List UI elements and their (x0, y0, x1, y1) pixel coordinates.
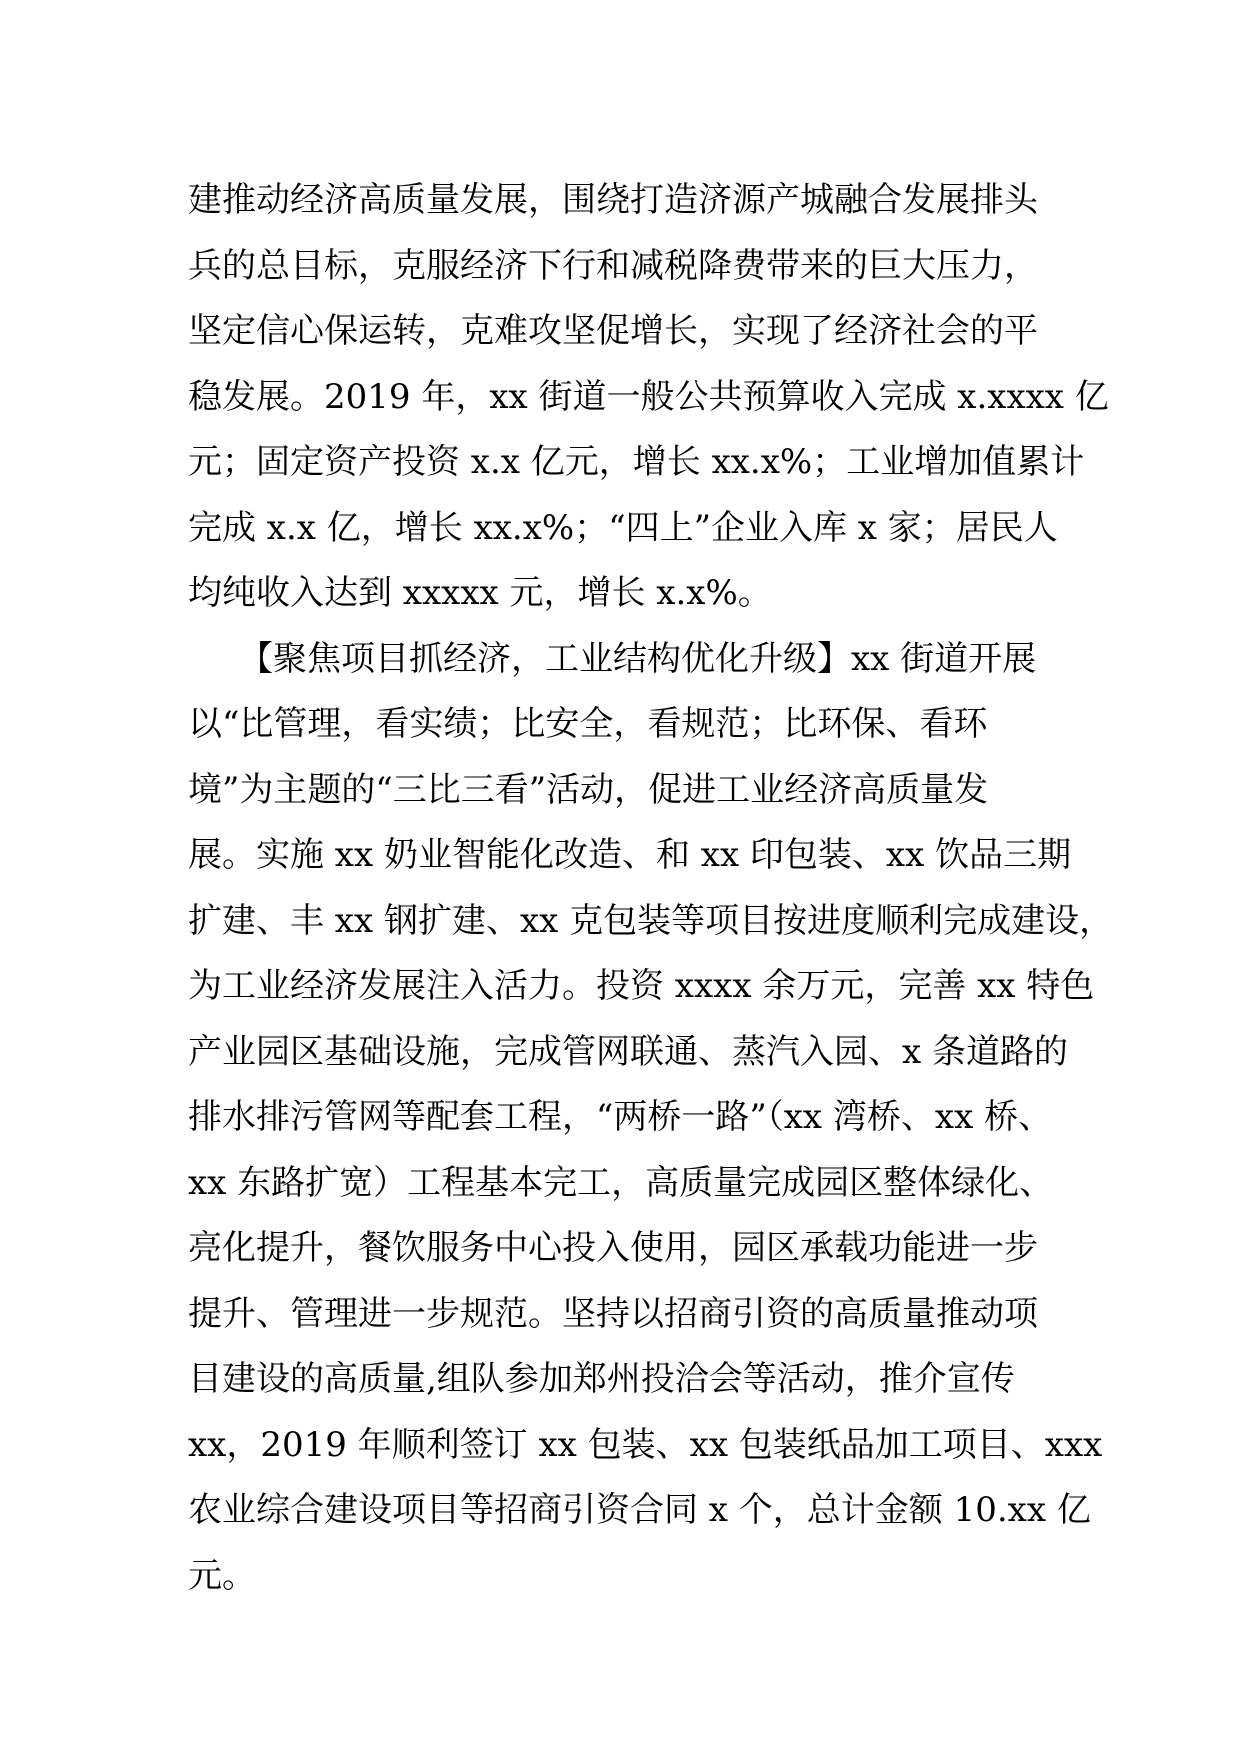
text-line: 坚定信心保运转，克难攻坚促增长，实现了经济社会的平 (188, 311, 1038, 351)
paragraph-heading-line: 【聚焦项目抓经济，工业结构优化升级】xx 街道开展 (188, 638, 1037, 679)
text-line: xx，2019 年顺利签订 xx 包装、xx 包装纸品加工项目、xxx (188, 1424, 1103, 1465)
text-line: 亮化提升，餐饮服务中心投入使用，园区承载功能进一步 (188, 1228, 1038, 1268)
text-line: 为工业经济发展注入活力。投资 xxxx 余万元，完善 xx 特色 (188, 966, 1095, 1006)
text-line: 农业综合建设项目等招商引资合同 x 个，总计金额 10.xx 亿 (188, 1490, 1091, 1530)
text-line: 扩建、丰 xx 钢扩建、xx 克包装等项目按进度顺利完成建设， (188, 900, 1114, 941)
text-line: 提升、管理进一步规范。坚持以招商引资的高质量推动项 (188, 1293, 1038, 1334)
text-line: 排水排污管网等配套工程，“两桥一路”（xx 湾桥、xx 桥、 (188, 1097, 1053, 1137)
text-line: 兵的总目标，克服经济下行和减税降费带来的巨大压力， (188, 245, 1038, 286)
text-line: 建推动经济高质量发展，围绕打造济源产城融合发展排头 (188, 180, 1038, 220)
body-text (188, 168, 1114, 1609)
text-line: 元；固定资产投资 x.x 亿元，增长 xx.x%；工业增加值累计 (188, 442, 1085, 482)
text-line: 完成 x.x 亿，增长 xx.x%；“四上”企业入库 x 家；居民人 (188, 507, 1058, 548)
text-line: 以“比管理，看实绩；比安全，看规范；比环保、看环 (188, 704, 988, 744)
text-line: 元。 (188, 1555, 256, 1596)
text-line: 目建设的高质量,组队参加郑州投洽会等活动，推介宣传 (188, 1359, 1015, 1399)
text-line: 产业园区基础设施，完成管网联通、蒸汽入园、x 条道路的 (188, 1031, 1068, 1072)
text-line: 境”为主题的“三比三看”活动，促进工业经济高质量发 (188, 769, 989, 810)
text-line: 展。实施 xx 奶业智能化改造、和 xx 印包装、xx 饮品三期 (188, 835, 1072, 875)
text-line: xx 东路扩宽）工程基本完工，高质量完成园区整体绿化、 (188, 1162, 1054, 1203)
text-line: 均纯收入达到 xxxxx 元，增长 x.x%。 (188, 573, 772, 613)
text-line: 稳发展。2019 年，xx 街道一般公共预算收入完成 x.xxxx 亿 (188, 376, 1109, 417)
